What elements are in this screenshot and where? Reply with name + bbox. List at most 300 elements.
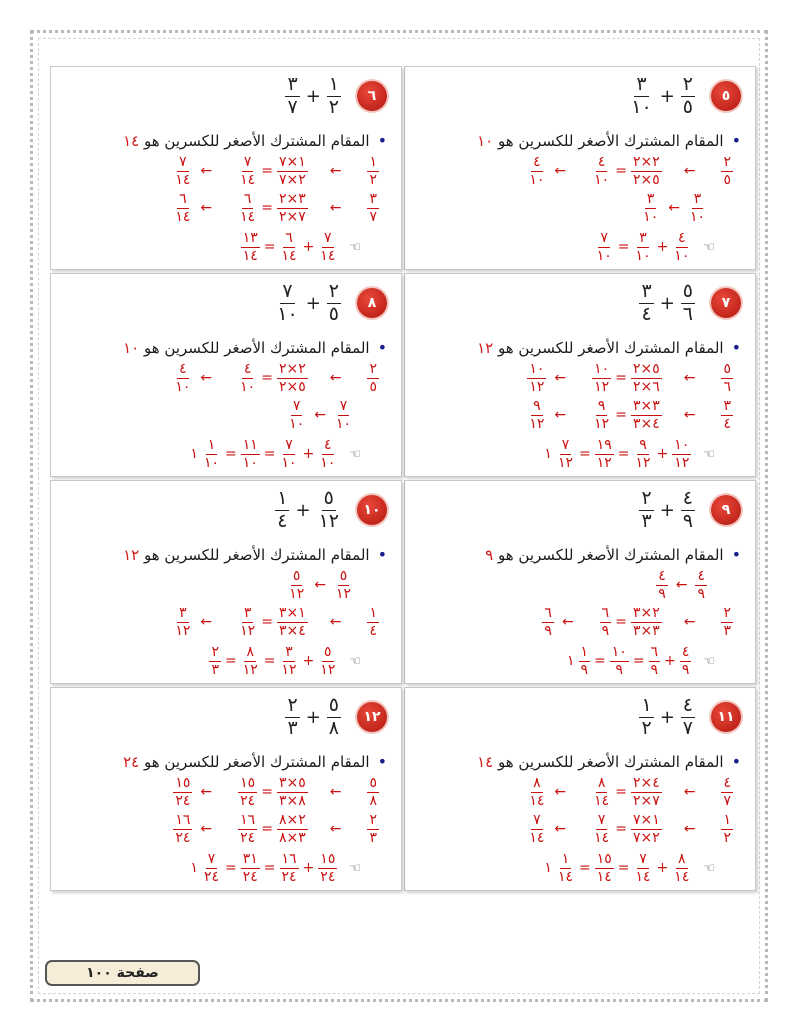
equivalent-fraction: [592, 362, 611, 394]
result-fraction: [209, 645, 221, 677]
arrow-icon: ←: [200, 821, 213, 838]
addend-fraction: [318, 645, 337, 677]
denominator: ٤: [369, 622, 377, 639]
numerator: ١: [207, 437, 216, 453]
arrow-icon: ←: [329, 784, 342, 801]
numerator: ١٠: [594, 361, 610, 377]
numerator: ٢×٢: [278, 361, 306, 377]
addend-fraction: [672, 438, 691, 470]
lcd-prefix: المقام المشترك الأصغر للكسرين هو: [497, 339, 724, 357]
numerator: ٣١: [242, 851, 258, 867]
hand-pointer-icon: ☜: [349, 653, 361, 669]
denominator: ١٤: [674, 868, 690, 885]
result-fraction: [202, 852, 221, 884]
numerator: ٦: [179, 191, 187, 207]
equals-sign: =: [263, 653, 276, 670]
lcd-value: ٩: [485, 546, 494, 564]
numerator: ٤: [243, 361, 252, 377]
numerator: ٣: [287, 73, 298, 95]
denominator: ١٢: [320, 661, 336, 678]
denominator: ٢٤: [320, 868, 336, 885]
equals-sign: =: [615, 407, 627, 424]
denominator: ١٢: [674, 454, 690, 471]
numerator: ٩: [639, 437, 647, 453]
lcd-prefix: المقام المشترك الأصغر للكسرين هو: [497, 132, 724, 150]
conversion-row: [656, 569, 707, 601]
numerator: ٨: [597, 775, 606, 791]
denominator: ٩: [658, 585, 666, 602]
equals-sign: =: [617, 860, 630, 877]
addend-fraction: [649, 645, 661, 677]
conversion-row: [287, 569, 353, 601]
plus-sign: +: [302, 653, 315, 670]
converted-fraction: [527, 362, 546, 394]
numerator: ٤: [682, 694, 693, 716]
arrow-icon: ←: [314, 577, 326, 594]
multiplication-fraction: [631, 362, 662, 394]
original-fraction: [367, 606, 379, 638]
denominator: ٢×٧: [278, 171, 306, 188]
arrow-icon: ←: [668, 200, 680, 217]
conversion-row: [173, 776, 379, 808]
numerator: ٥: [682, 280, 693, 302]
numerator: ٣: [639, 230, 647, 246]
arrow-icon: ←: [683, 370, 696, 387]
numerator: ١: [641, 694, 652, 716]
lcd-prefix: المقام المشترك الأصغر للكسرين هو: [143, 132, 370, 150]
exercise-card: [404, 480, 756, 684]
denominator: ٤: [277, 509, 288, 532]
denominator: ٦: [723, 378, 731, 395]
denominator: ٢×٧: [632, 829, 660, 846]
denominator: ٤: [641, 302, 652, 325]
numerator: ١: [369, 154, 377, 170]
original-fraction: [334, 399, 353, 431]
addend-fraction: [280, 231, 299, 263]
numerator: ٢: [211, 644, 219, 660]
arrow-icon: ←: [683, 407, 696, 424]
arrow-icon: ←: [554, 784, 567, 801]
numerator: ٥×٣: [278, 775, 306, 791]
sum-row: [595, 231, 715, 263]
plus-sign: +: [656, 446, 669, 463]
exercise-number-badge: [711, 702, 741, 732]
denominator: ١٠: [320, 454, 336, 471]
numerator: ٧: [282, 280, 293, 302]
conversion-row: [173, 362, 379, 394]
arrow-icon: ←: [329, 821, 342, 838]
improper-fraction: [595, 852, 614, 884]
numerator: ١٩: [596, 437, 612, 453]
denominator: ١٢: [529, 378, 545, 395]
denominator: ٨×٣: [278, 792, 306, 809]
arrow-icon: ←: [329, 200, 342, 217]
denominator: ١٠: [242, 454, 258, 471]
denominator: ٩: [682, 509, 693, 532]
hand-pointer-icon: ☜: [703, 446, 715, 462]
denominator: ٢: [369, 171, 377, 188]
arrow-icon: ←: [554, 407, 567, 424]
multiplication-fraction: [631, 399, 662, 431]
exercise-card: [50, 480, 402, 684]
exercise-card: [404, 687, 756, 891]
arrow-icon: ←: [554, 370, 567, 387]
numerator: ١×٧: [278, 154, 306, 170]
numerator: ٣: [636, 73, 647, 95]
denominator: ١٢: [596, 454, 612, 471]
numerator: ٥: [323, 487, 334, 509]
conversion-row: [641, 192, 707, 224]
problem-fraction-b: [275, 489, 289, 532]
exercise-number-badge: [711, 288, 741, 318]
sum-row: [544, 438, 715, 470]
addend-fraction: [280, 852, 299, 884]
denominator: ٢٤: [242, 868, 258, 885]
denominator: ١٢: [594, 415, 610, 432]
equals-sign: =: [615, 614, 627, 631]
original-fraction: [334, 569, 353, 601]
numerator: ٣: [285, 644, 293, 660]
denominator: ٩: [697, 585, 705, 602]
original-fraction: [367, 776, 379, 808]
equals-sign: =: [261, 163, 273, 180]
equals-sign: =: [261, 200, 273, 217]
multiplication-fraction: [277, 192, 308, 224]
numerator: ٣: [179, 605, 187, 621]
problem-fraction-a: [681, 282, 695, 325]
exercise-number: ٨: [367, 295, 377, 311]
exercise-number: ١١: [717, 709, 735, 725]
numerator: ٧: [561, 437, 570, 453]
denominator: ٣: [723, 622, 731, 639]
denominator: ١٤: [594, 829, 610, 846]
denominator: ٢٤: [240, 792, 256, 809]
numerator: ١٣: [242, 230, 258, 246]
denominator: ١٤: [596, 868, 612, 885]
equivalent-fraction: [238, 155, 257, 187]
numerator: ٣: [641, 280, 652, 302]
denominator: ٧: [682, 716, 693, 739]
numerator: ٢: [723, 154, 731, 170]
denominator: ٩: [681, 661, 690, 678]
lcd-value: ١٢: [123, 546, 140, 564]
plus-sign: +: [302, 446, 315, 463]
numerator: ٣×٢: [278, 191, 306, 207]
equals-sign: =: [261, 784, 273, 801]
exercise-number-badge: [357, 702, 387, 732]
numerator: ٢: [328, 280, 339, 302]
denominator: ١٠: [594, 171, 610, 188]
arrow-icon: ←: [200, 370, 213, 387]
problem-fraction-b: [639, 489, 653, 532]
exercise-number: ٩: [721, 502, 731, 518]
denominator: ٩: [580, 661, 589, 678]
numerator: ٤: [723, 775, 731, 791]
denominator: ١٤: [242, 247, 258, 264]
conversion-row: [173, 606, 379, 638]
addend-fraction: [634, 852, 653, 884]
sum-row: [544, 852, 715, 884]
equals-sign: =: [579, 446, 591, 463]
arrow-icon: ←: [200, 784, 213, 801]
whole-number: ١: [190, 446, 198, 463]
denominator: ١٠: [281, 454, 297, 471]
denominator: ١٠: [289, 415, 305, 432]
conversion-row: [527, 776, 733, 808]
whole-number: ١: [544, 446, 552, 463]
denominator: ٦: [682, 302, 693, 325]
converted-fraction: [656, 569, 668, 601]
equals-sign: =: [225, 653, 237, 670]
result-fraction: [579, 645, 591, 677]
exercise-number: ١٢: [363, 709, 381, 725]
denominator: ٩: [650, 661, 659, 678]
hand-pointer-icon: ☜: [703, 653, 715, 669]
exercise-problem: [639, 282, 695, 325]
equals-sign: =: [615, 784, 627, 801]
numerator: ١: [561, 851, 570, 867]
converted-fraction: [173, 192, 192, 224]
equivalent-fraction: [592, 155, 611, 187]
original-fraction: [367, 192, 379, 224]
numerator: ٤: [682, 487, 693, 509]
hand-pointer-icon: ☜: [349, 860, 361, 876]
numerator: ٢: [369, 812, 377, 828]
denominator: ١٤: [594, 792, 610, 809]
denominator: ٢٤: [203, 868, 219, 885]
denominator: ١٢: [335, 585, 351, 602]
denominator: ١٠: [689, 208, 705, 225]
lcd-statement: [123, 131, 387, 150]
denominator: ٤: [723, 415, 731, 432]
numerator: ٢: [641, 487, 652, 509]
multiplication-fraction: [631, 813, 662, 845]
equals-sign: =: [632, 653, 645, 670]
numerator: ٢: [287, 694, 298, 716]
converted-fraction: [527, 813, 546, 845]
exercise-problem: [275, 489, 341, 532]
numerator: ٧: [533, 812, 541, 828]
denominator: ٣: [287, 716, 298, 739]
converted-fraction: [527, 776, 546, 808]
denominator: ٢٤: [175, 829, 191, 846]
converted-fraction: [542, 606, 554, 638]
converted-fraction: [173, 776, 192, 808]
problem-fraction-b: [639, 696, 653, 739]
hand-pointer-icon: ☜: [349, 239, 361, 255]
denominator: ٥: [369, 378, 377, 395]
exercise-number: ٧: [721, 295, 731, 311]
lcd-prefix: المقام المشترك الأصغر للكسرين هو: [497, 753, 724, 771]
addend-fraction: [634, 231, 653, 263]
denominator: ٥: [723, 171, 731, 188]
addend-fraction: [634, 438, 653, 470]
numerator: ١٠: [529, 361, 545, 377]
addend-fraction: [280, 645, 299, 677]
exercise-number: ٦: [367, 88, 377, 104]
denominator: ٥×٢: [278, 378, 306, 395]
original-fraction: [695, 569, 707, 601]
result-fraction: [556, 438, 575, 470]
problem-fraction-b: [285, 75, 299, 118]
denominator: ١٢: [529, 415, 545, 432]
lcd-value: ١٤: [477, 753, 494, 771]
numerator: ٥×٢: [632, 361, 660, 377]
numerator: ٢: [723, 605, 731, 621]
numerator: ٤: [533, 154, 541, 170]
denominator: ١٤: [175, 171, 191, 188]
exercise-card: [404, 66, 756, 270]
page-number-label: [45, 960, 200, 986]
denominator: ١٢: [240, 622, 256, 639]
converted-fraction: [641, 192, 660, 224]
numerator: ٦: [243, 191, 252, 207]
denominator: ٨: [328, 716, 339, 739]
exercise-problem: [285, 75, 341, 118]
numerator: ٢: [682, 73, 693, 95]
numerator: ٣×٣: [632, 398, 660, 414]
arrow-icon: ←: [683, 784, 696, 801]
problem-fraction-a: [327, 75, 341, 118]
improper-fraction: [241, 438, 260, 470]
equals-sign: =: [617, 239, 630, 256]
multiplication-fraction: [277, 776, 308, 808]
addend-fraction: [318, 852, 337, 884]
arrow-icon: ←: [683, 614, 696, 631]
denominator: ١٠: [643, 208, 659, 225]
numerator: ١: [328, 73, 339, 95]
denominator: ١٢: [635, 454, 651, 471]
exercise-number-badge: [357, 495, 387, 525]
arrow-icon: ←: [329, 370, 342, 387]
equals-sign: =: [225, 860, 237, 877]
numerator: ٣: [369, 191, 377, 207]
denominator: ١٤: [240, 208, 256, 225]
problem-fraction-a: [317, 489, 341, 532]
original-fraction: [367, 155, 379, 187]
plus-sign: +: [659, 292, 675, 314]
arrow-icon: ←: [314, 407, 326, 424]
numerator: ٢×٢: [632, 154, 660, 170]
denominator: ١٠: [335, 415, 351, 432]
denominator: ١٤: [635, 868, 651, 885]
equivalent-fraction: [600, 606, 612, 638]
converted-fraction: [527, 155, 546, 187]
equals-sign: =: [579, 860, 591, 877]
denominator: ١٠: [175, 378, 191, 395]
denominator: ٢٤: [175, 792, 191, 809]
numerator: ١٦: [281, 851, 297, 867]
numerator: ٨: [678, 851, 686, 867]
denominator: ٢٤: [281, 868, 297, 885]
conversion-row: [173, 192, 379, 224]
equals-sign: =: [261, 614, 273, 631]
arrow-icon: ←: [554, 821, 567, 838]
original-fraction: [721, 813, 733, 845]
conversion-row: [527, 399, 733, 431]
numerator: ٩: [597, 398, 606, 414]
page-number-text: صفحة ١٠٠: [86, 965, 159, 981]
exercise-number: ٥: [721, 88, 731, 104]
equals-sign: =: [615, 163, 627, 180]
equivalent-fraction: [238, 776, 257, 808]
numerator: ٦: [544, 605, 552, 621]
denominator: ١٠: [277, 302, 298, 325]
arrow-icon: ←: [683, 163, 696, 180]
result-fraction: [202, 438, 221, 470]
denominator: ١٠: [631, 95, 652, 118]
exercise-problem: [285, 696, 341, 739]
denominator: ٥: [328, 302, 339, 325]
arrow-icon: ←: [329, 614, 342, 631]
numerator: ٥: [292, 568, 301, 584]
addend-fraction: [672, 852, 691, 884]
multiplication-fraction: [277, 155, 308, 187]
problem-fraction-b: [639, 282, 653, 325]
lcd-value: ١٢: [477, 339, 494, 357]
numerator: ١٥: [596, 851, 612, 867]
arrow-icon: ←: [329, 163, 342, 180]
exercise-problem: [639, 489, 695, 532]
numerator: ١×٣: [278, 605, 306, 621]
numerator: ١×٧: [632, 812, 660, 828]
plus-sign: +: [656, 239, 669, 256]
addend-fraction: [672, 231, 691, 263]
denominator: ١٠: [674, 247, 690, 264]
lcd-prefix: المقام المشترك الأصغر للكسرين هو: [497, 546, 724, 564]
numerator: ٥: [339, 568, 348, 584]
denominator: ٨: [369, 792, 377, 809]
numerator: ٤: [658, 568, 666, 584]
exercise-number: ١٠: [363, 502, 381, 518]
whole-number: ١: [544, 860, 552, 877]
numerator: ٤: [678, 230, 686, 246]
original-fraction: [721, 399, 733, 431]
converted-fraction: [173, 362, 192, 394]
numerator: ٤: [324, 437, 332, 453]
arrow-icon: ←: [200, 163, 213, 180]
equivalent-fraction: [238, 606, 257, 638]
denominator: ٢: [328, 95, 339, 118]
converted-fraction: [173, 606, 192, 638]
result-fraction: [595, 231, 614, 263]
converted-fraction: [287, 569, 306, 601]
numerator: ٣: [646, 191, 655, 207]
numerator: ٢×٣: [632, 605, 660, 621]
exercise-card: [50, 66, 402, 270]
numerator: ٨: [246, 644, 255, 660]
plus-sign: +: [295, 499, 311, 521]
denominator: ٧: [369, 208, 377, 225]
lcd-value: ١٤: [123, 132, 140, 150]
numerator: ١٥: [240, 775, 256, 791]
numerator: ١: [369, 605, 377, 621]
sum-row: [190, 438, 361, 470]
multiplication-fraction: [631, 155, 662, 187]
numerator: ١: [580, 644, 589, 660]
problem-fraction-a: [681, 696, 695, 739]
whole-number: ١: [190, 860, 198, 877]
problem-fraction-a: [681, 75, 695, 118]
denominator: ٩: [615, 661, 624, 678]
problem-fraction-b: [629, 75, 653, 118]
whole-number: ١: [566, 653, 575, 670]
arrow-icon: ←: [561, 614, 574, 631]
equivalent-fraction: [238, 192, 257, 224]
exercise-number-badge: [357, 81, 387, 111]
multiplication-fraction: [277, 813, 308, 845]
denominator: ١٢: [175, 622, 191, 639]
